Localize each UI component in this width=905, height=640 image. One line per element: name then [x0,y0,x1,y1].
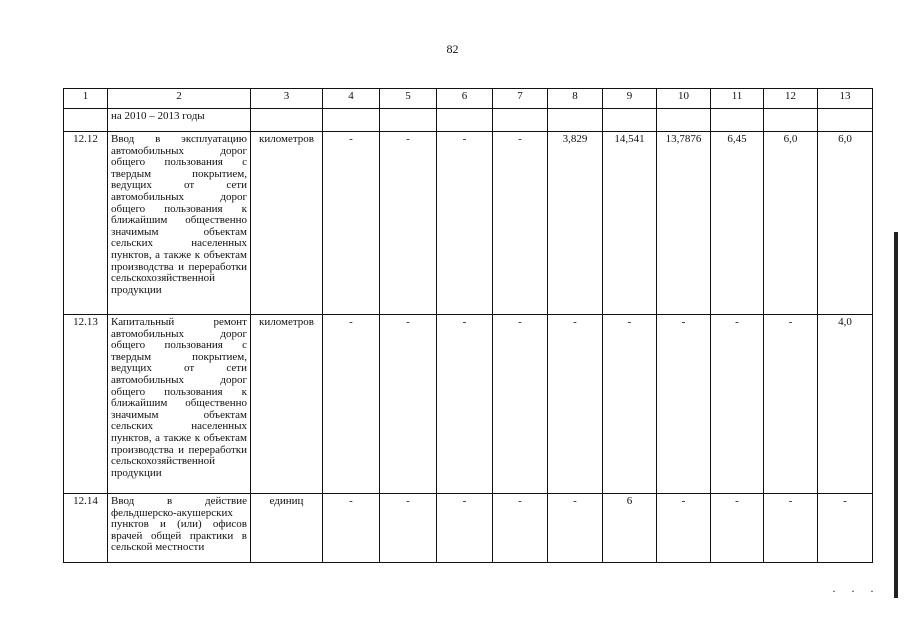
row-value: - [437,315,493,494]
row-value: 4,0 [818,315,873,494]
row-value: 13,7876 [657,132,711,315]
row-value: 6 [603,494,657,563]
row-value: - [657,315,711,494]
empty-cell [380,109,437,132]
row-value: - [323,132,380,315]
row-value: 6,0 [764,132,818,315]
empty-cell [711,109,764,132]
row-value: - [711,494,764,563]
row-value: - [548,494,603,563]
row-value: - [493,315,548,494]
column-number: 2 [108,89,251,109]
table-row [64,494,873,563]
row-unit: километров [251,132,323,315]
row-id: 12.12 [64,132,108,315]
scan-artifact-marks: · · · [832,584,880,598]
row-value: - [711,315,764,494]
row-value: - [493,494,548,563]
row-value: 3,829 [548,132,603,315]
empty-cell [603,109,657,132]
row-value: - [380,132,437,315]
scan-edge-bar [894,232,898,598]
column-number: 8 [548,89,603,109]
row-id: 12.13 [64,315,108,494]
row-value: - [323,494,380,563]
row-value: - [548,315,603,494]
period-subheader: на 2010 – 2013 годы [108,109,251,132]
table-row [64,315,873,494]
column-number: 4 [323,89,380,109]
column-number: 9 [603,89,657,109]
row-value: - [603,315,657,494]
column-number: 7 [493,89,548,109]
column-number: 1 [64,89,108,109]
row-description: Ввод в действие фельдшерско-акушерских пунктов и (или) офисов врачей общей практики в сельской местности [108,494,251,563]
empty-cell [251,109,323,132]
row-value: - [380,315,437,494]
empty-cell [323,109,380,132]
row-value: - [323,315,380,494]
row-id: 12.14 [64,494,108,563]
row-description: Капитальный ремонт автомобильных дорог общего пользования с твердым покрытием, ведущих от сети автомобильных дорог общего пользования к ближайшим общественно значимым объектам сельских населенных пунктов, а также к объектам производства и переработки сельскохозяйственной продукции [108,315,251,494]
row-description: Ввод в эксплуатацию автомобильных дорог общего пользования с твердым покрытием, ведущих от сети автомобильных дорог общего пользования к ближайшим общественно значимым объектам сельских населенных пунктов, а также к объектам производства и переработки сельскохозяйственной продукции [108,132,251,315]
column-number: 12 [764,89,818,109]
column-number: 3 [251,89,323,109]
column-number: 5 [380,89,437,109]
empty-cell [657,109,711,132]
column-number: 11 [711,89,764,109]
row-value: 14,541 [603,132,657,315]
row-unit: единиц [251,494,323,563]
empty-cell [493,109,548,132]
column-number: 6 [437,89,493,109]
period-subheader-row [64,109,873,132]
empty-cell [764,109,818,132]
data-table [63,88,873,563]
column-number-row [64,89,873,109]
row-value: - [818,494,873,563]
column-number: 10 [657,89,711,109]
row-unit: километров [251,315,323,494]
row-value: - [764,315,818,494]
table-row [64,132,873,315]
empty-cell [548,109,603,132]
row-value: - [437,494,493,563]
column-number: 13 [818,89,873,109]
row-value: - [764,494,818,563]
row-value: - [437,132,493,315]
row-value: - [657,494,711,563]
row-value: - [380,494,437,563]
empty-cell [64,109,108,132]
row-value: 6,0 [818,132,873,315]
row-value: 6,45 [711,132,764,315]
empty-cell [437,109,493,132]
page-number: 82 [446,42,459,56]
row-value: - [493,132,548,315]
empty-cell [818,109,873,132]
